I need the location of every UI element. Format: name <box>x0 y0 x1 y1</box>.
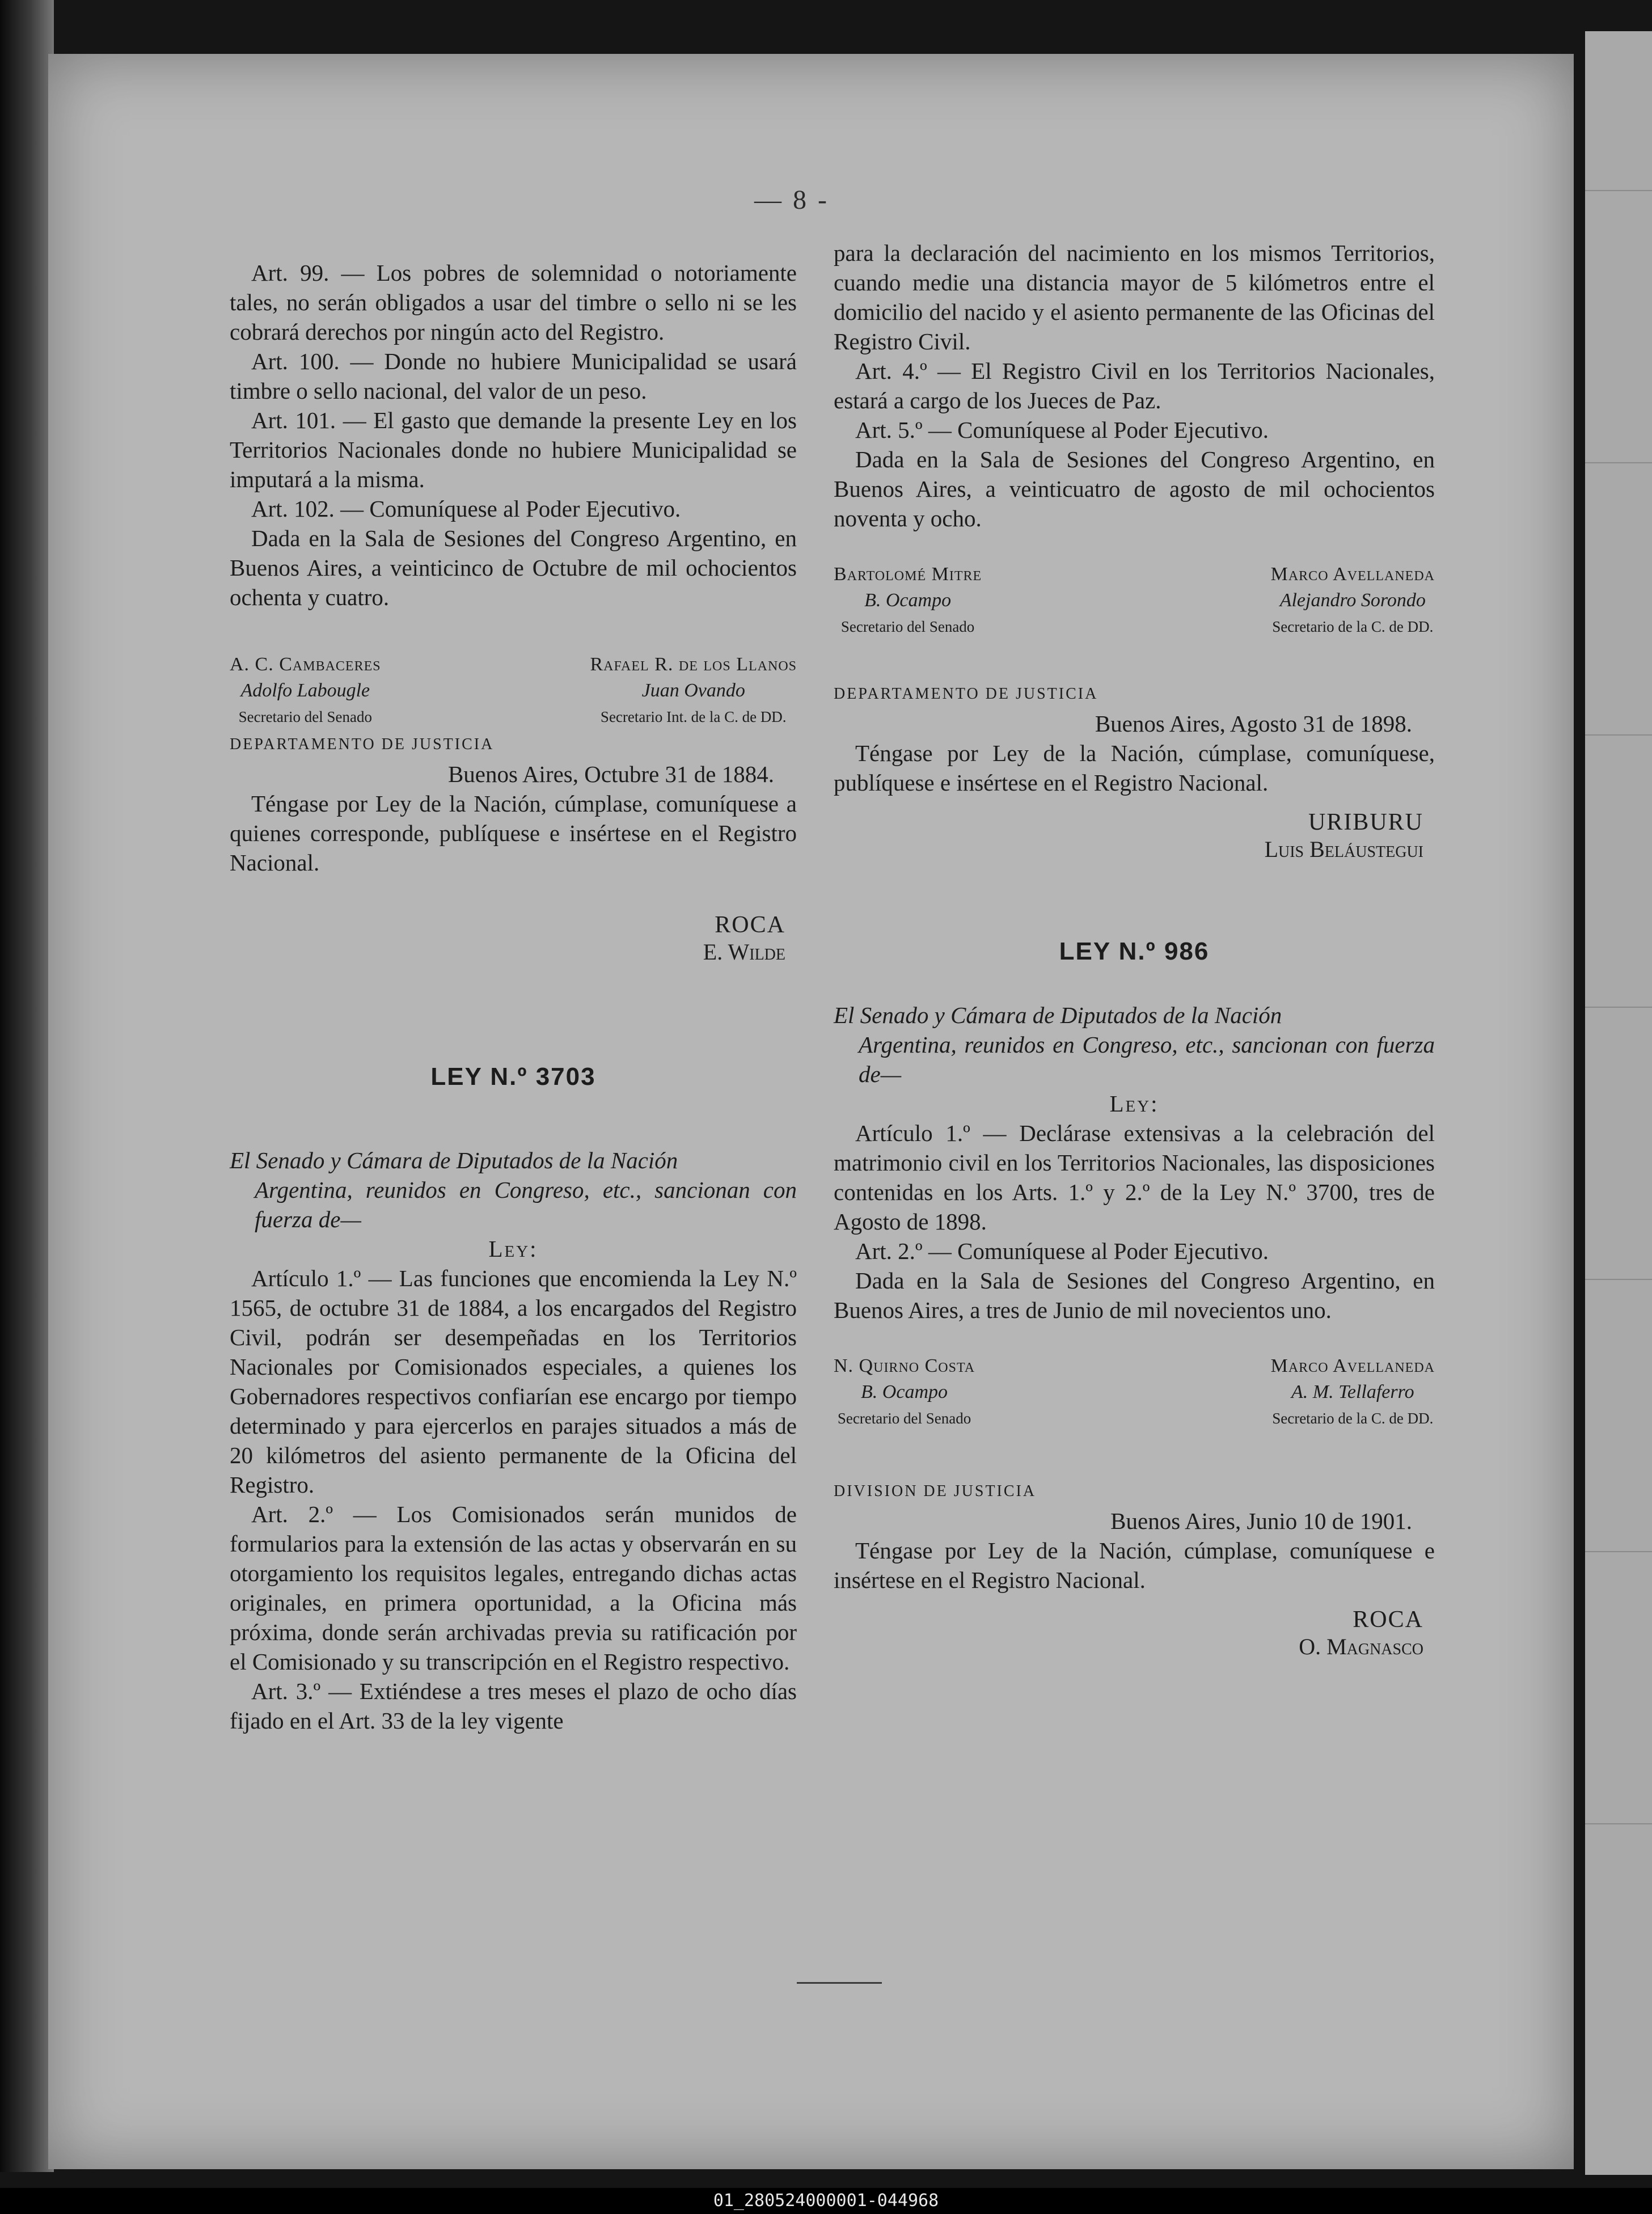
signatory-name: Marco Avellaneda <box>1270 564 1435 585</box>
department-heading: DEPARTAMENTO DE JUSTICIA <box>834 685 1098 703</box>
promulgation-signers <box>230 911 797 966</box>
signature-left <box>834 561 982 640</box>
secretary-name: A. M. Tellaferro <box>1291 1381 1414 1402</box>
article: Art. 100. — Donde no hubiere Municipalidad se usará timbre o sello nacional, del valor de un peso. <box>230 348 797 404</box>
secretary-name: Adolfo Labougle <box>240 680 370 701</box>
page-number: — 8 - <box>754 185 829 215</box>
promulgation-decree: Téngase por Ley de la Nación, cúmplase, comuníquese e insértese en el Registro Nacional. <box>834 1537 1435 1593</box>
signatory-name: Marco Avellaneda <box>1270 1355 1435 1376</box>
signatory-name: N. Quirno Costa <box>834 1355 975 1376</box>
department-heading: DIVISION DE JUSTICIA <box>834 1482 1037 1500</box>
secretary-role: Secretario del Senado <box>238 708 372 725</box>
law-title: LEY N.º 3703 <box>430 1063 596 1091</box>
preamble-line: El Senado y Cámara de Diputados de la Nación <box>834 1002 1282 1028</box>
article: Artículo 1.º — Declárase extensivas a la celebración del matrimonio civil en los Territorios Nacionales, las disposiciones contenidas en los Arts. 1.º y 2.º de la Ley N.º 3700, tres de Agosto de 1898. <box>834 1120 1435 1235</box>
department-heading: DEPARTAMENTO DE JUSTICIA <box>230 736 495 753</box>
secretary-role: Secretario de la C. de DD. <box>1272 618 1434 635</box>
article: Art. 2.º — Los Comisionados serán munidos de formularios para la extensión de las actas y observarán en su otorgamiento los requisitos legales, entregando dichas actas originales, en primera oportunidad, a la Oficina más próxima, donde serán archivadas previa su ratificación por el Comisionado y su transcripción en el Registro respectivo. <box>230 1501 797 1675</box>
signatory-name: Bartolomé Mitre <box>834 564 982 585</box>
article: Art. 99. — Los pobres de solemnidad o notoriamente tales, no serán obligados a usar del timbre o sello ni se les cobrará derechos por ningún acto del Registro. <box>230 260 797 345</box>
enactment-clause: Dada en la Sala de Sesiones del Congreso Argentino, en Buenos Aires, a tres de Junio de mil novecientos uno. <box>834 1267 1435 1323</box>
signature-right <box>590 652 797 730</box>
signature-block <box>834 1353 1435 1431</box>
secretary-name: B. Ocampo <box>861 1381 948 1402</box>
secretary-name: B. Ocampo <box>864 590 952 611</box>
secretary-role: Secretario del Senado <box>837 1410 971 1427</box>
minister-signature: O. Magnasco <box>1299 1634 1423 1659</box>
dateline: Buenos Aires, Octubre 31 de 1884. <box>447 761 774 787</box>
signature-block <box>230 652 797 730</box>
enactment-clause: Dada en la Sala de Sesiones del Congreso Argentino, en Buenos Aires, a veinticinco de Octubre de mil ochocientos ochenta y cuatro. <box>230 525 797 610</box>
left-column <box>230 258 797 1735</box>
secretary-role: Secretario Int. de la C. de DD. <box>600 708 787 725</box>
promulgation-signers <box>834 809 1435 863</box>
minister-signature: Luis Beláustegui <box>1264 836 1423 862</box>
president-signature: ROCA <box>1353 1607 1423 1633</box>
article: Art. 3.º — Extiéndese a tres meses el plazo de ocho días fijado en el Art. 33 de la ley vigente <box>230 1678 797 1734</box>
law-title: LEY N.º 986 <box>1059 937 1210 965</box>
signatory-name: Rafael R. de los Llanos <box>590 654 797 675</box>
adjacent-page-edge <box>1585 31 1652 2175</box>
preamble-continuation: Argentina, reunidos en Congreso, etc., sancionan con fuerza de— <box>859 1032 1435 1087</box>
law-preamble <box>834 1000 1435 1089</box>
secretary-role: Secretario del Senado <box>840 618 975 635</box>
ley-label: Ley: <box>1109 1091 1159 1117</box>
article: Art. 4.º — El Registro Civil en los Territorios Nacionales, estará a cargo de los Jueces de Paz. <box>834 358 1435 413</box>
book-binding <box>0 0 54 2172</box>
dateline: Buenos Aires, Junio 10 de 1901. <box>1110 1508 1412 1534</box>
president-signature: URIBURU <box>1308 809 1423 835</box>
end-rule <box>797 1982 882 1984</box>
signature-block <box>834 561 1435 640</box>
article: Art. 101. — El gasto que demande la presente Ley en los Territorios Nacionales donde no hubiere Municipalidad se imputará a la misma. <box>230 407 797 492</box>
ley-label: Ley: <box>488 1236 538 1262</box>
law-preamble <box>230 1146 797 1234</box>
signature-left <box>834 1353 975 1431</box>
signature-right <box>1271 561 1435 640</box>
scan-id-bar <box>0 2188 1652 2214</box>
secretary-role: Secretario de la C. de DD. <box>1272 1410 1434 1427</box>
promulgation-decree: Téngase por Ley de la Nación, cúmplase, comuníquese a quienes corresponde, publíquese e insértese en el Registro Nacional. <box>230 791 797 876</box>
continued-article: para la declaración del nacimiento en los mismos Territorios, cuando medie una distancia mayor de 5 kilómetros entre el domicilio del nacido y el asiento permanente de las Oficinas del Registro Civil. <box>834 240 1435 354</box>
secretary-name: Juan Ovando <box>641 680 745 701</box>
minister-signature: E. Wilde <box>703 939 785 965</box>
preamble-continuation: Argentina, reunidos en Congreso, etc., sancionan con fuerza de— <box>255 1177 797 1232</box>
promulgation-signers <box>834 1606 1435 1660</box>
signatory-name: A. C. Cambaceres <box>230 654 381 675</box>
article: Art. 102. — Comuníquese al Poder Ejecutivo. <box>251 496 681 522</box>
enactment-clause: Dada en la Sala de Sesiones del Congreso Argentino, en Buenos Aires, a veinticuatro de agosto de mil ochocientos noventa y ocho. <box>834 446 1435 531</box>
signature-right <box>1271 1353 1435 1431</box>
article: Art. 2.º — Comuníquese al Poder Ejecutivo. <box>855 1238 1269 1264</box>
article: Artículo 1.º — Las funciones que encomienda la Ley N.º 1565, de octubre 31 de 1884, a los encargados del Registro Civil, podrán ser desempeñadas en los Territorios Nacionales por Comisionados especiales, a quienes los Gobernadores respectivos confiarían ese encargo por tiempo determinado y para ejercerlos en parajes situados a más de 20 kilómetros del asiento permanente de la Oficina del Registro. <box>230 1265 797 1498</box>
signature-left <box>230 652 381 730</box>
dateline: Buenos Aires, Agosto 31 de 1898. <box>1095 711 1412 737</box>
right-column <box>834 238 1435 1660</box>
preamble-line: El Senado y Cámara de Diputados de la Nación <box>230 1147 678 1173</box>
promulgation-decree: Téngase por Ley de la Nación, cúmplase, comuníquese, publíquese e insértese en el Registro Nacional. <box>834 740 1435 796</box>
secretary-name: Alejandro Sorondo <box>1279 590 1426 611</box>
article: Art. 5.º — Comuníquese al Poder Ejecutivo. <box>855 417 1269 443</box>
scan-id: 01_280524000001-044968 <box>713 2191 939 2211</box>
president-signature: ROCA <box>715 912 785 938</box>
